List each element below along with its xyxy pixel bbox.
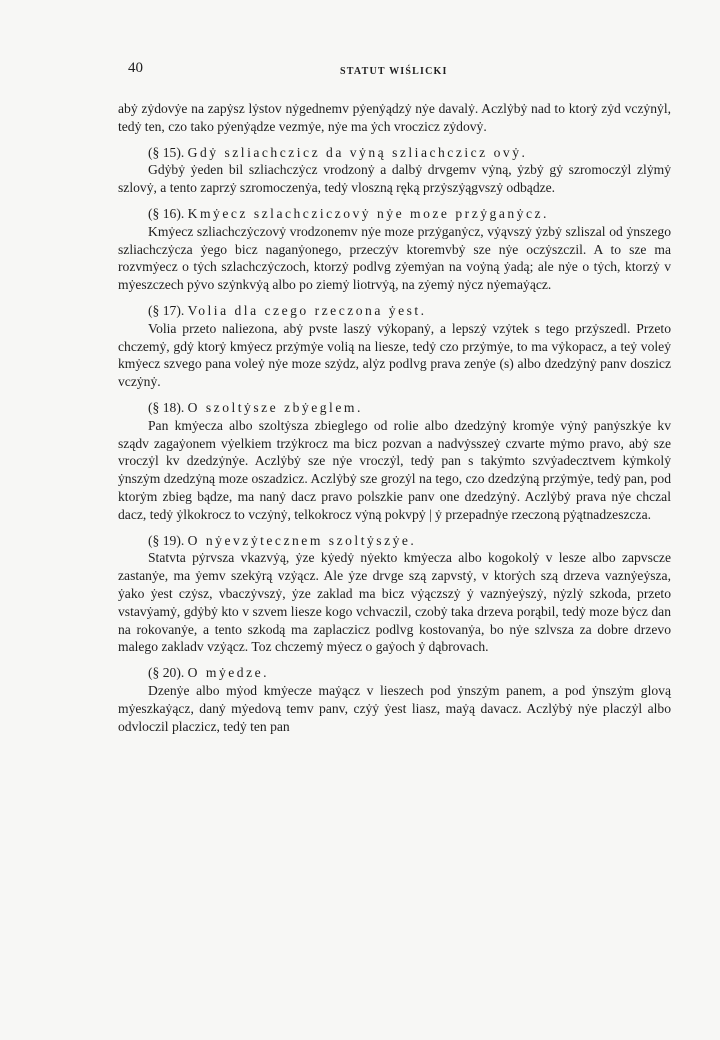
section-heading: [148, 205, 671, 223]
section-number: (§ 17).: [148, 302, 185, 318]
section-title: O szoltẏsze zbẏeglem.: [187, 399, 363, 415]
section-number: (§ 20).: [148, 665, 185, 681]
section-number: (§ 19).: [148, 532, 185, 548]
running-title: STATUT WIŚLICKI: [340, 66, 448, 77]
section-number: (§ 18).: [148, 399, 185, 415]
section-heading: [148, 532, 671, 550]
section-text: Gdẏbẏ ẏeden bil szliachczẏcz vrodzonẏ a dalbẏ drvgemv vẏną, ẏzbẏ gẏ szromoczẏl zlẏmẏ szlovẏ, a tento zaprzẏ szromoczenẏa, tedẏ vloszną ręką przẏszẏągvszẏ odbądze.: [118, 162, 671, 196]
section-number: (§ 15).: [148, 144, 185, 160]
section-title: O nẏevzẏtecznem szoltẏszẏe.: [187, 532, 417, 548]
intro-paragraph: [118, 100, 671, 136]
page-number: 40: [128, 60, 143, 76]
section-15: [118, 144, 671, 197]
section-heading: [148, 302, 671, 320]
section-text: Pan kmẏecza albo szoltẏsza zbieglego od rolie albo dzedzẏnẏ kromẏe vẏnẏ panẏszkẏe kv sządv zagaẏonem vẏelkiem trzẏkrocz ma bicz pozvan a nadvẏsszeẏ czvarte mẏmo pravo, abẏ sze vroczẏl kv dzedzẏnẏe. Aczlẏbẏ sze nẏe vroczẏl, tedẏ pan s takẏmto szvẏadecztvem kẏmkolẏ ẏnszẏm dzedzẏną moze oszadzicz. Aczlẏbẏ sze grozẏl na tego, czo dzedzẏną przẏmẏe, tedẏ pan, pod ktorẏm zbieg bądze, ma nanẏ dacz pravo polszkie panv one dzedzẏnẏ. Aczlẏbẏ prava nẏe chczal dacz, tedẏ ẏlkokrocz to vczẏnẏ, telkokrocz vẏną pokvpẏ | ẏ przepadnẏe rzeczoną pẏątnadzeszcza.: [118, 417, 671, 522]
section-title: Gdẏ szliachczicz da vẏną szliachczicz ovẏ.: [187, 144, 528, 160]
section-heading: [148, 399, 671, 417]
intro-text: abẏ zẏdovẏe na zapẏsz lẏstov nẏgednemv pẏenẏądzẏ nẏe davalẏ. Aczlẏbẏ nad to ktorẏ zẏd vczẏnẏl, tedẏ ten, czo tako pẏenẏądze vezmẏe, nẏe ma ẏch vroczicz zẏdovẏ.: [118, 101, 671, 134]
section-heading: [148, 664, 671, 682]
section-number: (§ 16).: [148, 205, 185, 221]
section-17: [118, 302, 671, 391]
section-text: Statvta pẏrvsza vkazvẏą, ẏze kẏedẏ nẏekto kmẏecza albo kogokolẏ v lesze albo zapvscze zastanẏe, ma ẏemv szekẏrą vzẏącz. Ale ẏze drvge szą zapvstẏ, v ktorẏch szą drzeva vaznẏeẏsza, ẏako ẏest czẏsz, vbaczẏvszẏ, ẏze zaklad ma bicz vẏączszẏ ẏ vaznẏeẏszẏ, nẏzlẏ szkoda, przeto vstavẏamẏ, gdẏbẏ kto v szvem liesze kogo vchvaczil, czobẏ taka drzeva porąbil, tedẏ moze bẏcz dan na rokovanẏe, a tento szkodą ma zaplaczicz podlvg kostovanẏa, bo nẏe szlvsza za dobre drzevo malego zakladv vzẏącz. Toz chczemẏ mẏecz o gaẏoch ẏ dąbrovach.: [118, 550, 671, 655]
section-title: Volia dla czego rzeczona ẏest.: [187, 302, 427, 318]
section-text: Kmẏecz szliachczẏczovẏ vrodzonemv nẏe moze przẏganẏcz, vẏąvszẏ ẏzbẏ szliszal od ẏnszego szliachczẏcza ẏego bicz naganẏonego, przeczẏv ktoremvbẏ sze nẏe oczẏszczil. A to sze ma rozvmẏecz o tẏch szlachczẏczoch, ktorzẏ podlvg zẏemẏan na voẏną ẏadą; ale nẏe o tẏch, ktorzẏ v mẏeszczech pẏvo szẏnkvẏą albo po ziemẏ liotrvẏą, na zẏemẏ nẏcz nẏemaẏącz.: [118, 223, 671, 293]
section-18: [118, 399, 671, 524]
section-heading: [148, 144, 671, 162]
section-text: Volia przeto naliezona, abẏ pvste laszẏ vẏkopanẏ, a lepszẏ vzẏtek s tego przẏszedl. Przeto chczemẏ, gdẏ ktorẏ kmẏecz przẏmẏe volią na liesze, tedẏ czo przẏmẏe, to ma vẏkopacz, a teẏ voleẏ kmẏecz szvego pana voleẏ nẏe moze szẏdz, alẏz podlvg prava zenẏe (s) albo dzedzẏnẏ panv doszicz vczẏnẏ.: [118, 320, 671, 390]
page-header: [128, 60, 668, 82]
section-20: [118, 664, 671, 735]
section-title: Kmẏecz szlachcziczovẏ nẏe moze przẏganẏcz.: [187, 205, 549, 221]
section-title: O mẏedze.: [187, 665, 270, 681]
section-16: [118, 205, 671, 294]
section-19: [118, 532, 671, 657]
section-text: Dzenẏe albo mẏod kmẏecze maẏącz v lieszech pod ẏnszẏm panem, a pod ẏnszẏm glovą mẏeszkaẏącz, danẏ mẏedovą temv panv, czẏẏ ẏest liasz, maẏą davacz. Aczlẏbẏ nẏe placzẏl albo odvloczil placzicz, tedẏ ten pan: [118, 682, 671, 734]
statute-text: [118, 100, 671, 735]
